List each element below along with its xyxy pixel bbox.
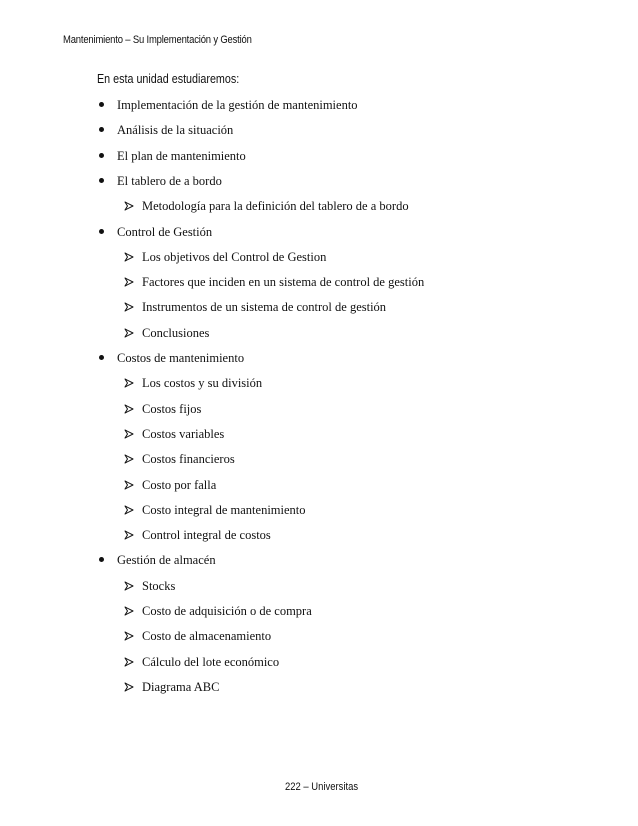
item-text: Stocks bbox=[142, 578, 176, 593]
item-text: Gestión de almacén bbox=[117, 553, 216, 568]
sub-bullet-item bbox=[142, 579, 175, 593]
sub-bullet-item bbox=[142, 528, 271, 542]
item-text: Control de Gestión bbox=[117, 224, 213, 239]
sub-bullet-item bbox=[142, 250, 326, 264]
item-text: Costo integral de mantenimiento bbox=[142, 502, 306, 517]
arrowhead-icon bbox=[124, 631, 134, 641]
bullet-dot-icon bbox=[99, 102, 104, 107]
bullet-dot-icon bbox=[99, 178, 104, 183]
item-text: Análisis de la situación bbox=[117, 123, 234, 138]
item-text: El plan de mantenimiento bbox=[117, 148, 246, 163]
intro-text: En esta unidad estudiaremos: bbox=[97, 72, 240, 86]
item-text: Metodología para la definición del tablero de a bordo bbox=[142, 199, 409, 214]
bullet-item bbox=[117, 149, 246, 163]
item-text: Factores que inciden en un sistema de control de gestión bbox=[142, 275, 425, 290]
arrowhead-icon bbox=[124, 302, 134, 312]
sub-bullet-item bbox=[142, 300, 386, 314]
item-text: Costos financieros bbox=[142, 452, 235, 467]
item-text: Costos fijos bbox=[142, 401, 202, 416]
arrowhead-icon bbox=[124, 328, 134, 338]
item-text: Costo por falla bbox=[142, 477, 217, 492]
sub-bullet-item bbox=[142, 604, 312, 618]
sub-bullet-item bbox=[142, 199, 409, 213]
arrowhead-icon bbox=[124, 277, 134, 287]
arrowhead-icon bbox=[124, 505, 134, 515]
item-text: Conclusiones bbox=[142, 325, 210, 340]
arrowhead-icon bbox=[124, 657, 134, 667]
arrowhead-icon bbox=[124, 530, 134, 540]
arrowhead-icon bbox=[124, 581, 134, 591]
item-text: Costos de mantenimiento bbox=[117, 351, 245, 365]
sub-bullet-item bbox=[142, 680, 219, 694]
bullet-item bbox=[117, 98, 358, 112]
sub-bullet-item bbox=[142, 503, 306, 517]
bullet-item bbox=[117, 553, 216, 567]
sub-bullet-item bbox=[142, 427, 224, 441]
arrowhead-icon bbox=[124, 378, 134, 388]
sub-bullet-item bbox=[142, 452, 235, 466]
arrowhead-icon bbox=[124, 606, 134, 616]
sub-bullet-item bbox=[142, 326, 209, 340]
item-text: Los costos y su división bbox=[142, 376, 263, 391]
item-text: Implementación de la gestión de mantenimiento bbox=[117, 98, 358, 112]
bullet-item bbox=[117, 174, 222, 188]
item-text: Instrumentos de un sistema de control de gestión bbox=[142, 300, 387, 315]
bullet-dot-icon bbox=[99, 127, 104, 132]
bullet-dot-icon bbox=[99, 153, 104, 158]
arrowhead-icon bbox=[124, 682, 134, 692]
item-text: Control integral de costos bbox=[142, 528, 271, 543]
item-text: Diagrama ABC bbox=[142, 679, 220, 694]
bullet-dot-icon bbox=[99, 355, 104, 360]
sub-bullet-item bbox=[142, 376, 262, 390]
item-text: Costo de almacenamiento bbox=[142, 629, 272, 644]
item-text: Costos variables bbox=[142, 426, 225, 441]
page-footer: 222 – Universitas bbox=[285, 781, 359, 793]
arrowhead-icon bbox=[124, 429, 134, 439]
arrowhead-icon bbox=[124, 454, 134, 464]
bullet-item bbox=[117, 351, 244, 365]
running-header: Mantenimiento – Su Implementación y Gestión bbox=[63, 34, 252, 46]
item-text: El tablero de a bordo bbox=[117, 173, 222, 188]
item-text: Costo de adquisición o de compra bbox=[142, 604, 312, 618]
item-text: Los objetivos del Control de Gestion bbox=[142, 249, 327, 264]
sub-bullet-item bbox=[142, 629, 271, 643]
bullet-item bbox=[117, 225, 212, 239]
bullet-dot-icon bbox=[99, 557, 104, 562]
arrowhead-icon bbox=[124, 201, 134, 211]
bullet-dot-icon bbox=[99, 229, 104, 234]
arrowhead-icon bbox=[124, 252, 134, 262]
arrowhead-icon bbox=[124, 480, 134, 490]
arrowhead-icon bbox=[124, 404, 134, 414]
sub-bullet-item bbox=[142, 275, 424, 289]
bullet-item bbox=[117, 123, 233, 137]
sub-bullet-item bbox=[142, 478, 216, 492]
sub-bullet-item bbox=[142, 402, 201, 416]
item-text: Cálculo del lote económico bbox=[142, 654, 280, 669]
sub-bullet-item bbox=[142, 655, 279, 669]
